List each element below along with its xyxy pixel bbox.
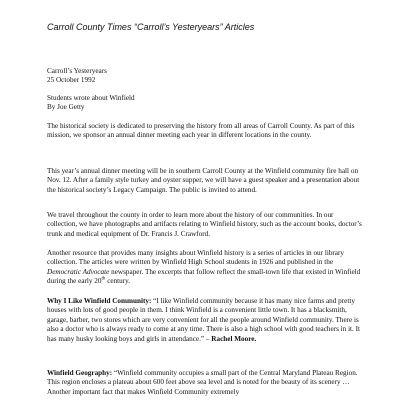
paragraph-4-text-b: newspaper. The excerpts that follow reflect the small-town life that existed in Winfield during the early 20 — [47, 267, 361, 286]
article-headline: Students wrote about Winfield — [47, 94, 135, 102]
article-byline: By Joe Getty — [47, 103, 85, 111]
paragraph-3 — [47, 211, 365, 239]
paragraph-4-text-a: Another resource that provides many insights about Winfield history is a series of articles in our library collection. The articles were written by Winfield High School students in 1926 and published in the — [47, 249, 344, 267]
paragraph-6-text: “Winfield community occupies a small part of the Central Maryland Plateau Region. This region encloses a plateau about 600 feet above sea level and is noted for the beauty of its scenery … Another important fact that makes Winfield Community extremely — [47, 369, 358, 396]
section-heading-why-i-like: Why I Like Winfield Community: — [47, 297, 152, 305]
paragraph-3-text: We travel throughout the county in order to learn more about the history of our communities. In our collection, we have photographs and artifacts relating to Winfield history, such as the account books, doctor’s trunk and medical equipment of Dr. Francis J. Crawford. — [47, 211, 362, 238]
author-rachel-moore: Rachel Moore. — [211, 334, 257, 343]
paragraph-5-text: “I like Winfield community because it has many nice farms and pretty houses with lots of good people in them. I think Winfield is a convenient little town. It has a blacksmith, garage, barber, two stores which are very convenient for all the people around Winfield community. There is also a doctor who is always ready to come at any time. There is also a high school with good teachers in it. It has many husky looking boys and girls in attendance.” – — [47, 297, 361, 343]
paragraph-6 — [47, 369, 365, 397]
paragraph-4-text-c: century. — [105, 277, 131, 286]
paragraph-5 — [47, 297, 365, 344]
page-header-title: Carroll County Times “Carroll’s Yesteryears” Articles — [47, 22, 255, 32]
column-name: Carroll’s Yesteryears — [47, 67, 107, 75]
paragraph-4 — [47, 249, 365, 287]
article-date: 25 October 1992 — [47, 76, 96, 84]
section-heading-geography: Winfield Geography: — [47, 369, 113, 377]
paragraph-1: The historical society is dedicated to preserving the history from all areas of Carroll County. As part of this mission, we sponsor an annual dinner meeting each year in different locations in the county. — [47, 122, 355, 140]
paragraph-2: This year’s annual dinner meeting will be in southern Carroll County at the Winfield community fire hall on Nov. 12. After a family style turkey and oyster supper, we will have a guest speaker and a presentation about the historical society’s Legacy Campaign. The public is invited to attend. — [47, 167, 360, 194]
newspaper-title: Democratic Advocate — [47, 267, 110, 276]
ordinal-suffix: th — [101, 276, 106, 282]
